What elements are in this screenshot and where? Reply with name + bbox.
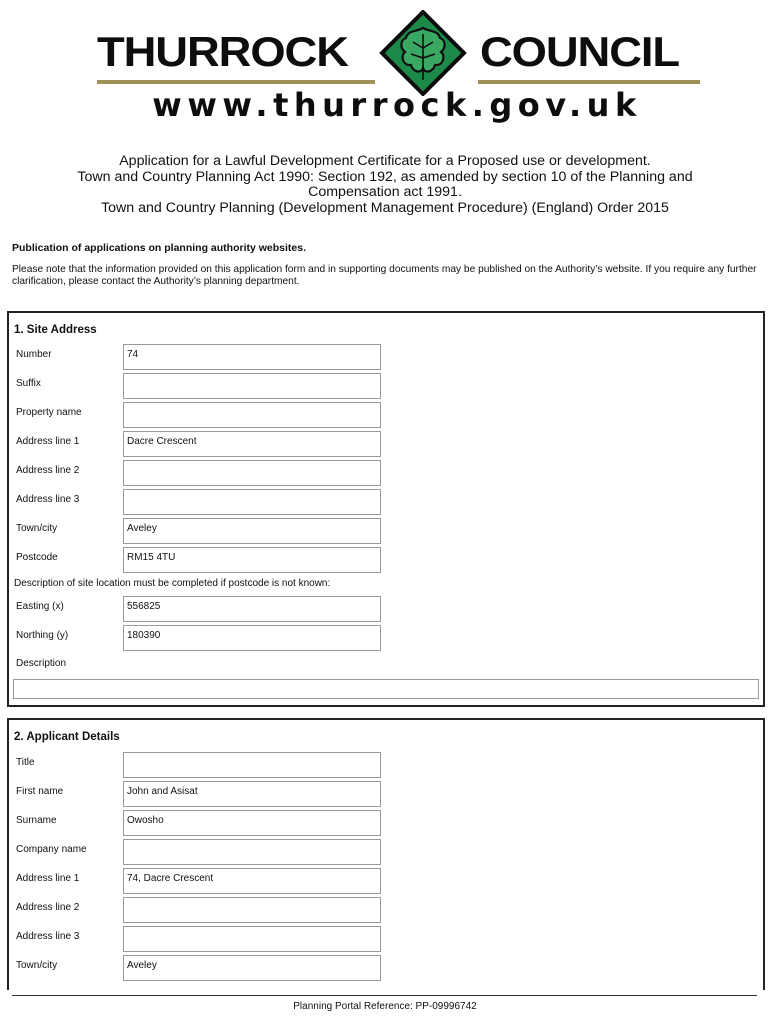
field-label: Easting (x) [16, 601, 64, 612]
postcode-field[interactable]: RM15 4TU [123, 547, 381, 573]
footer-divider [12, 995, 757, 996]
applicant-details-section [7, 718, 765, 990]
form-row [9, 431, 763, 457]
address-line-1-field[interactable]: Dacre Crescent [123, 431, 381, 457]
field-label: Address line 1 [16, 436, 80, 447]
address-line-3-field[interactable] [123, 489, 381, 515]
form-title-line-1: Application for a Lawful Development Certificate for a Proposed use or development. [119, 153, 651, 169]
form-row [9, 752, 763, 778]
field-label: Address line 1 [16, 873, 80, 884]
number-field[interactable]: 74 [123, 344, 381, 370]
form-row [9, 868, 763, 894]
description-field[interactable] [13, 679, 759, 699]
portal-reference: Planning Portal Reference: PP-09996742 [293, 1001, 477, 1012]
applicant-address-line-1-field[interactable]: 74, Dacre Crescent [123, 868, 381, 894]
field-label: First name [16, 786, 64, 797]
form-row [9, 596, 763, 622]
form-title [20, 154, 750, 216]
field-label: Address line 3 [16, 494, 80, 505]
form-row [9, 839, 763, 865]
brand-name-right: COUNCIL [480, 28, 680, 75]
website-url[interactable]: www.thurrock.gov.uk [152, 86, 642, 124]
applicant-address-line-2-field[interactable] [123, 897, 381, 923]
field-label: Surname [16, 815, 57, 826]
surname-field[interactable]: Owosho [123, 810, 381, 836]
field-label: Address line 3 [16, 931, 80, 942]
form-row [9, 460, 763, 486]
page-header [0, 0, 770, 140]
description-label: Description [16, 658, 67, 669]
form-row [9, 625, 763, 651]
address-line-2-field[interactable] [123, 460, 381, 486]
form-row [9, 489, 763, 515]
applicant-address-line-3-field[interactable] [123, 926, 381, 952]
title-field[interactable] [123, 752, 381, 778]
form-row [9, 926, 763, 952]
form-row [9, 373, 763, 399]
header-rule-right [478, 80, 700, 84]
header-rule-left [97, 80, 375, 84]
form-row [9, 897, 763, 923]
first-name-field[interactable]: John and Asisat [123, 781, 381, 807]
field-label: Property name [16, 407, 82, 418]
form-row [9, 344, 763, 370]
field-label: Town/city [16, 523, 58, 534]
field-label: Number [16, 349, 52, 360]
northing-field[interactable]: 180390 [123, 625, 381, 651]
section-title: 2. Applicant Details [14, 731, 120, 743]
field-label: Northing (y) [16, 630, 69, 641]
field-label: Title [16, 757, 35, 768]
section-title: 1. Site Address [14, 324, 97, 336]
form-title-line-4: Town and Country Planning (Development Management Procedure) (England) Order 2015 [101, 199, 669, 216]
company-name-field[interactable] [123, 839, 381, 865]
site-address-section [7, 311, 765, 707]
field-label: Postcode [16, 552, 58, 563]
publication-note: Please note that the information provided on this application form and in supporting documents may be published on the Authority’s website. If you require any further clarification, please contact the Authority’s planning department. [12, 264, 757, 287]
town-city-field[interactable]: Aveley [123, 518, 381, 544]
form-row [9, 518, 763, 544]
suffix-field[interactable] [123, 373, 381, 399]
location-note: Description of site location must be completed if postcode is not known: [14, 578, 331, 589]
form-row [9, 781, 763, 807]
field-label: Company name [16, 844, 87, 855]
property-name-field[interactable] [123, 402, 381, 428]
form-row [9, 955, 763, 981]
form-title-line-2: Town and Country Planning Act 1990: Section 192, as amended by section 10 of the Planning and [77, 168, 693, 185]
form-row [9, 547, 763, 573]
brand-name-left: THURROCK [97, 28, 348, 75]
field-label: Address line 2 [16, 465, 80, 476]
field-label: Town/city [16, 960, 58, 971]
easting-field[interactable]: 556825 [123, 596, 381, 622]
field-label: Suffix [16, 378, 41, 389]
oak-leaf-logo-icon [378, 10, 468, 96]
applicant-town-city-field[interactable]: Aveley [123, 955, 381, 981]
form-row [9, 810, 763, 836]
field-label: Address line 2 [16, 902, 80, 913]
publication-heading: Publication of applications on planning authority websites. [12, 242, 307, 254]
form-row [9, 402, 763, 428]
form-title-line-3: Compensation act 1991. [308, 184, 462, 200]
